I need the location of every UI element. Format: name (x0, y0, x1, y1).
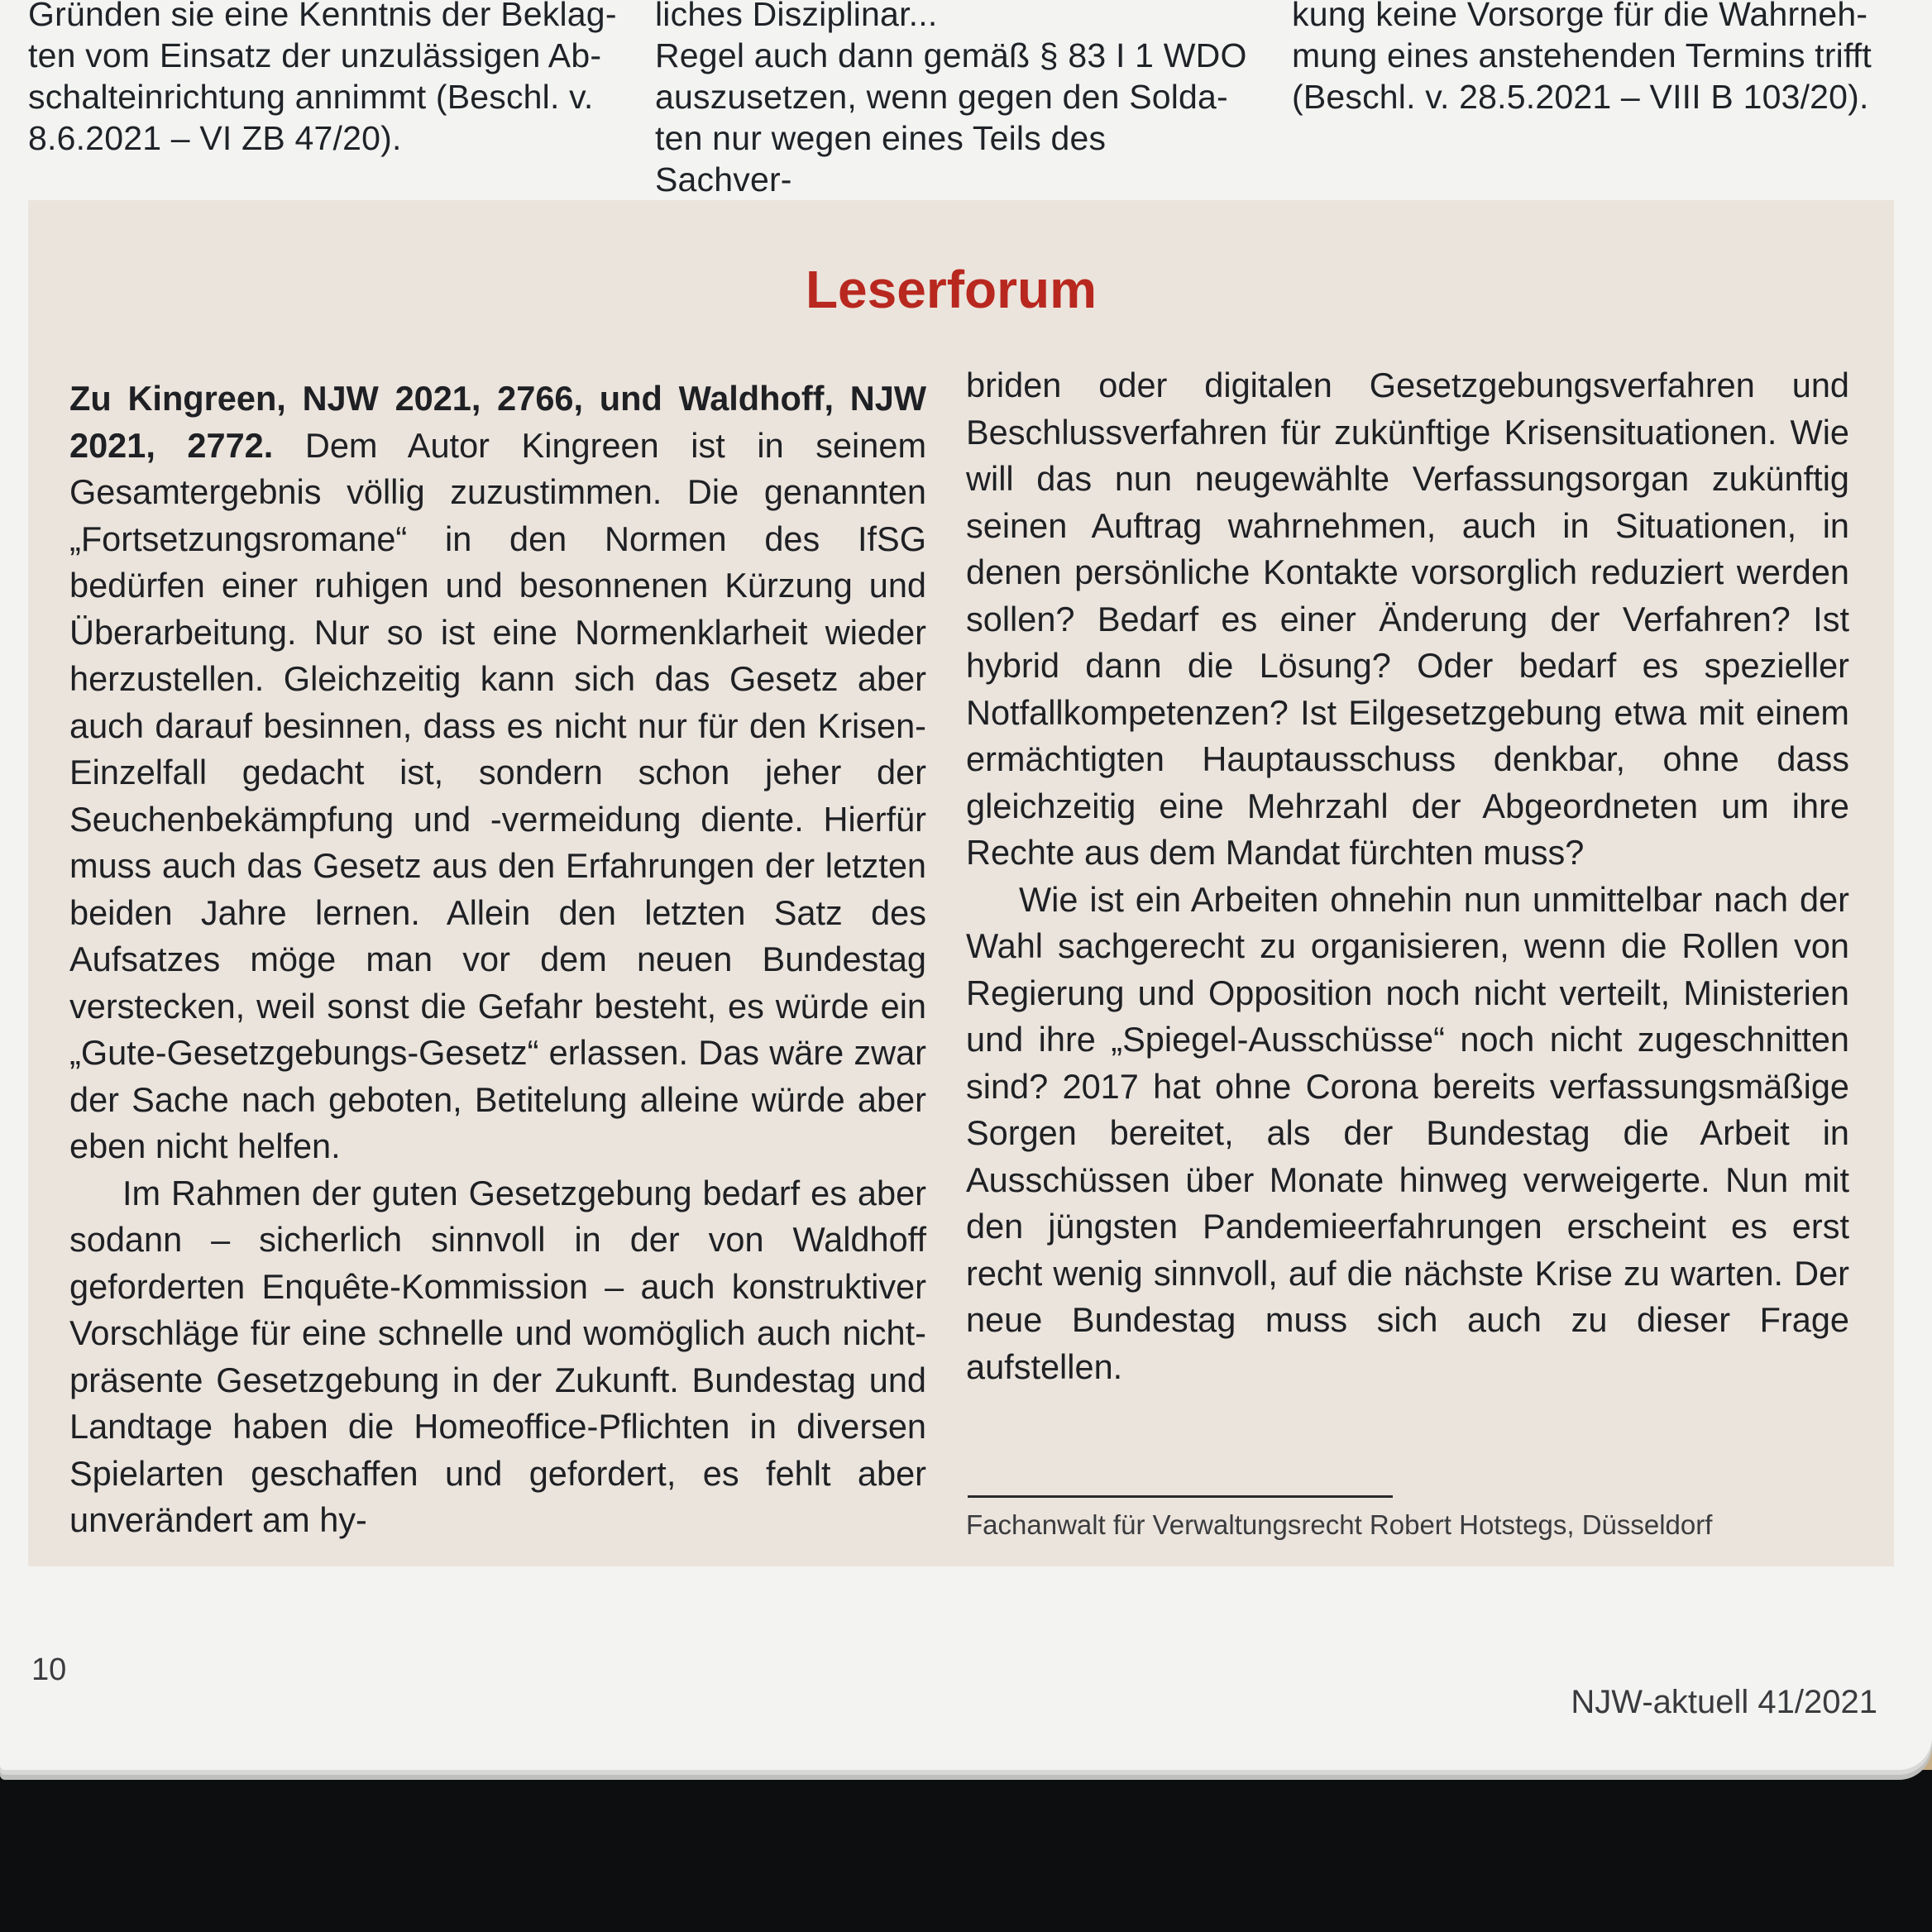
letter-column-left (69, 375, 926, 1544)
paragraph-3: Wie ist ein Arbeiten ohnehin nun unmittelbar nach der Wahl sachgerecht zu organisieren, wenn die Rollen von Regierung und Opposition noch nicht verteilt, Ministerien und ihre „Spiegel-Ausschüsse“ noch nicht zugeschnitten sind? 2017 hat ohne Corona bereits verfassungsmäßige Sorgen bereitet, als der Bundestag die Arbeit in Ausschüssen über Monate hinweg verweigerte. Nun mit den jüngsten Pandemieerfahrungen erscheint es erst recht wenig sinnvoll, auf die nächste Krise zu warten. Der neue Bundestag muss sich auch zu dieser Frage aufstellen. (966, 879, 1849, 1386)
text-line: ten nur wegen eines Teils des Sachver- (655, 119, 1107, 198)
text-line: kung keine Vorsorge für die Wahrneh- (1292, 0, 1868, 33)
author-signature: Fachanwalt für Verwaltungsrecht Robert Hotstegs, Düsseldorf (966, 1509, 1713, 1540)
top-column-1 (28, 0, 617, 159)
text-line: Regel auch dann gemäß § 83 I 1 WDO (655, 36, 1247, 74)
text-line: auszusetzen, wenn gegen den Solda- (655, 78, 1228, 116)
text-line: mung eines anstehenden Termins trifft (1292, 36, 1872, 74)
letter-column-right (966, 362, 1849, 1390)
text-line: schalteinrichtung annimmt (Beschl. v. (28, 78, 594, 116)
paragraph-text: Dem Autor Kingreen ist in seinem Gesamtergebnis völlig zuzustimmen. Die genannten „Fortsetzungsromane“ in den Normen des IfSG bedürfen einer ruhigen und besonnenen Kürzung und Überarbeitung. Nur so ist eine Normenklarheit wieder herzustellen. Gleichzeitig kann sich das Gesetz aber auch darauf besinnen, dass es nicht nur für den Krisen-Einzelfall gedacht ist, sondern schon jeher der Seuchenbekämpfung und -vermeidung diente. Hierfür muss auch das Gesetz aus den Erfahrungen der letzten beiden Jahre lernen. Allein den letzten Satz des Aufsatzes möge man vor dem neuen Bundestag verstecken, weil sonst die Gefahr besteht, es würde ein „Gute-Gesetzgebungs-Gesetz“ erlassen. Das wäre zwar der Sache nach geboten, Betitelung alleine würde aber eben nicht helfen. (69, 425, 927, 1165)
section-heading: Leserforum (805, 260, 1098, 319)
page-number: 10 (31, 1652, 67, 1687)
journal-issue: NJW-aktuell 41/2021 (1571, 1684, 1877, 1720)
background-dark (0, 1770, 1932, 1932)
text-line: liches Disziplinar... (655, 0, 938, 33)
paragraph-1 (69, 375, 926, 1170)
paragraph-2-continued: briden oder digitalen Gesetzgebungsverfahren und Beschlussverfahren für zukünftige Krisensituationen. Wie will das nun neugewählte Verfassungsorgan zukünftig seinen Auftrag wahrnehmen, auch in Situationen, in denen persönliche Kontakte vorsorglich reduziert werden sollen? Bedarf es einer Änderung der Verfahren? Ist hybrid dann die Lösung? Oder bedarf es spezieller Notfallkompetenzen? Ist Eilgesetzgebung etwa mit einem ermächtigten Hauptausschuss denkbar, ohne dass gleichzeitig eine Mehrzahl der Abgeordneten um ihre Rechte aus dem Mandat fürchten muss? (966, 366, 1849, 872)
top-column-3 (1292, 0, 1896, 117)
text-line: (Beschl. v. 28.5.2021 – VIII B 103/20). (1292, 78, 1869, 116)
citation-lead: Zu Kingreen, NJW 2021, 2766, und Waldhoff, NJW 2021, 2772. (69, 379, 926, 465)
text-line: ten vom Einsatz der unzulässigen Ab- (28, 36, 602, 74)
signature-rule (968, 1495, 1393, 1498)
paragraph-2: Im Rahmen der guten Gesetzgebung bedarf es aber sodann – sicherlich sinnvoll in der von Waldhoff geforderten Enquête-Kommission – auch konstruktiver Vorschläge für eine schnelle und womöglich auch nicht-präsente Gesetzgebung in der Zukunft. Bundestag und Landtage haben die Homeoffice-Pflichten in diversen Spielarten geschaffen und gefordert, es fehlt aber unverändert am hy- (69, 1173, 926, 1539)
top-column-2 (655, 0, 1251, 200)
text-line: 8.6.2021 – VI ZB 47/20). (28, 119, 402, 157)
text-line: Gründen sie eine Kenntnis der Beklag- (28, 0, 617, 33)
